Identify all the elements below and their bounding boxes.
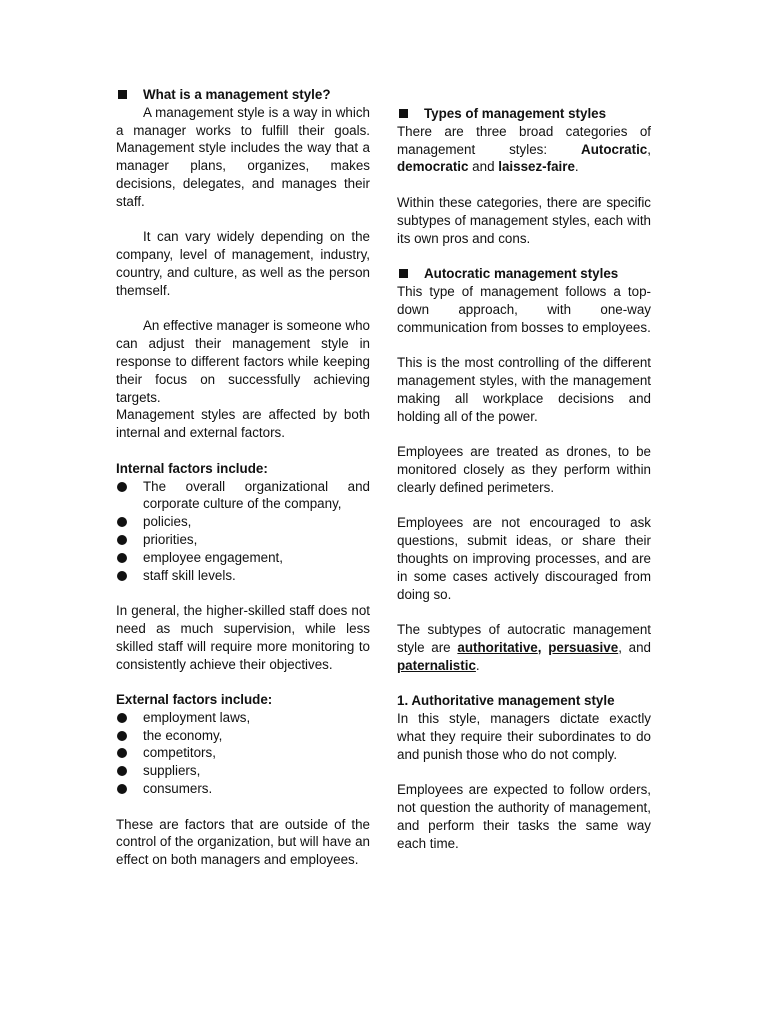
internal-factors-list [116,478,370,585]
list-item: staff skill levels. [116,567,370,585]
paragraph: It can vary widely depending on the company, level of management, industry, country, and culture, as well as the person themself. [116,229,370,298]
bullet-icon [117,713,127,723]
list-item: competitors, [116,744,370,762]
paragraph: These are factors that are outside of the control of the organization, but will have an effect on both managers and employees. [116,816,370,868]
square-bullet-icon [399,109,408,118]
paragraph: In this style, managers dictate exactly what they require their subordinates to do and punish those who do not comply. [397,711,651,762]
section-heading-what-is: What is a management style? [116,86,370,104]
list-item: suppliers, [116,762,370,780]
bullet-icon [117,482,127,492]
square-bullet-icon [399,269,408,278]
paragraph-types: There are three broad categories of management styles: Autocratic, democratic and laissez-faire. [397,123,651,175]
section-heading-autocratic: Autocratic management styles [397,265,651,283]
right-column [397,105,651,852]
paragraph: A management style is a way in which a manager works to fulfill their goals. Management style includes the way that a manager plans, organizes, makes decisions, delegates, and manages their staff. [116,104,370,209]
left-column [116,86,370,869]
paragraph-subtypes: The subtypes of autocratic management style are authoritative, persuasive, and paternalistic. [397,622,651,673]
paragraph: This is the most controlling of the different management styles, with the management making all workplace decisions and holding all of the power. [397,355,651,424]
bullet-icon [117,553,127,563]
authoritative-title: 1. Authoritative management style [397,693,615,709]
paragraph: In general, the higher-skilled staff does not need as much supervision, while less skilled staff will require more monitoring to consistently achieve their objectives. [116,603,370,672]
list-item: employee engagement, [116,549,370,567]
bullet-icon [117,517,127,527]
section-heading-types: Types of management styles [397,105,651,123]
list-item: priorities, [116,531,370,549]
paragraph: Employees are not encouraged to ask questions, submit ideas, or share their thoughts on improving processes, and are in some cases actively discouraged from doing so. [397,515,651,602]
bullet-icon [117,731,127,741]
paragraph: An effective manager is someone who can adjust their management style in response to different factors while keeping their focus on successfully achieving targets. [116,318,370,405]
list-item: the economy, [116,727,370,745]
list-item: policies, [116,513,370,531]
external-factors-title: External factors include: [116,692,273,708]
square-bullet-icon [118,90,127,99]
external-factors-list [116,709,370,798]
paragraph: Employees are treated as drones, to be monitored closely as they perform within clearly defined perimeters. [397,444,651,495]
bullet-icon [117,535,127,545]
paragraph: This type of management follows a top-down approach, with one-way communication from bosses to employees. [397,283,651,335]
internal-factors-title: Internal factors include: [116,460,268,476]
paragraph: Management styles are affected by both internal and external factors. [116,407,370,441]
paragraph: Within these categories, there are specific subtypes of management styles, each with its own pros and cons. [397,194,651,246]
list-item: consumers. [116,780,370,798]
list-item: The overall organizational and corporate culture of the company, [116,478,370,514]
paragraph: Employees are expected to follow orders, not question the authority of management, and perform their tasks the same way each time. [397,782,651,851]
bullet-icon [117,571,127,581]
list-item: employment laws, [116,709,370,727]
bullet-icon [117,748,127,758]
bullet-icon [117,766,127,776]
bullet-icon [117,784,127,794]
